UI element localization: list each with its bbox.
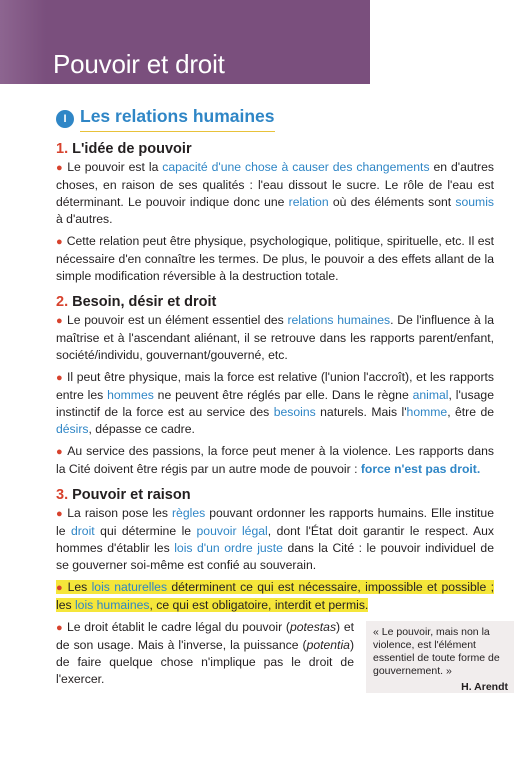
- latin-term: potentia: [306, 638, 350, 652]
- highlight: ● Les lois naturelles déterminent ce qui est nécessaire, impossible et possible ; les lois humaines, ce qui est obligatoire, interdit et permis.: [56, 580, 494, 612]
- subheading-2-number: 2.: [56, 294, 69, 310]
- bullet-dot-icon: ●: [56, 508, 64, 520]
- subheading-3-number: 3.: [56, 487, 69, 503]
- paragraph: ● Cette relation peut être physique, psychologique, politique, spirituelle, etc. Il est nécessaire d'en connaître les termes. De plus, le pouvoir a des effets allant de la simple modification réversible à la destruction totale.: [56, 234, 494, 283]
- paragraph: ● La raison pose les règles pouvant ordonner les rapports humains. Elle institue le droit qui détermine le pouvoir légal, dont l'État doit garantir le respect. Aux hommes d'établir les lois d'un ordre juste dans la Cité : le pouvoir individuel de se gouverner soi-même est confié au souverain.: [56, 506, 495, 572]
- quote-box: [366, 621, 514, 693]
- paragraph: ● Au service des passions, la force peut mener à la violence. Les rapports dans la Cité doivent être régis par un autre mode de pouvoir : force n'est pas droit.: [56, 444, 494, 476]
- subheading-3-title: Pouvoir et raison: [72, 487, 191, 503]
- subheading-2: [56, 294, 494, 310]
- bullet-dot-icon: ●: [56, 582, 64, 594]
- page-title: Pouvoir et droit: [53, 49, 225, 79]
- keyword: capacité d'une chose à causer des changements: [162, 160, 430, 174]
- quote-author: H. Arendt: [461, 681, 508, 693]
- bottom-block: [56, 619, 508, 693]
- highlighted-paragraph: [56, 579, 494, 614]
- keyword: animal: [412, 388, 449, 402]
- keyword: lois d'un ordre juste: [174, 541, 283, 555]
- section-title: Les relations humaines: [80, 106, 275, 132]
- keyword: hommes: [107, 388, 154, 402]
- section-number-badge: I: [56, 110, 74, 128]
- bullet-dot-icon: ●: [56, 315, 63, 327]
- quote-text: « Le pouvoir, mais non la violence, est l'élément essentiel de toute forme de gouvernement. »: [373, 626, 500, 677]
- bullet-dot-icon: ●: [56, 372, 63, 384]
- keyword: besoins: [273, 405, 316, 419]
- bullet-dot-icon: ●: [56, 622, 63, 634]
- subheading-1-number: 1.: [56, 141, 69, 157]
- paragraph: ● Le pouvoir est un élément essentiel des relations humaines. De l'influence à la maîtrise et à l'ascendant aliénant, il se retrouve dans les rapports parent/enfant, société/individu, gouvernant/gouverné, etc.: [56, 313, 495, 362]
- bullet-dot-icon: ●: [56, 162, 64, 174]
- bullet-dot-icon: ●: [56, 236, 63, 248]
- keyword: pouvoir légal: [196, 524, 268, 538]
- paragraph: ● Le pouvoir est la capacité d'une chose à causer des changements en d'autres choses, en raison de ses qualités : l'eau dissout le sucre. Le rôle de l'eau est déterminant. Le pouvoir indique donc une relation où des éléments sont soumis à d'autres.: [56, 160, 494, 226]
- keyword: relation: [288, 195, 329, 209]
- keyword: relations humaines: [287, 313, 391, 327]
- subheading-1: [56, 141, 494, 157]
- latin-term: potestas: [289, 620, 337, 634]
- keyword-bold: force n'est pas droit.: [360, 462, 481, 476]
- subheading-1-title: L'idée de pouvoir: [72, 141, 192, 157]
- keyword: lois naturelles: [91, 580, 168, 594]
- keyword: droit: [70, 524, 95, 538]
- bullet-dot-icon: ●: [56, 446, 64, 458]
- paragraph: ● Le droit établit le cadre légal du pouvoir (potestas) et de son usage. Mais à l'inverse, la puissance (potentia) de faire quelque chose n'implique pas le droit de l'exercer.: [56, 620, 355, 686]
- keyword: homme: [406, 405, 448, 419]
- subheading-3: [56, 487, 494, 503]
- header-banner: [0, 0, 370, 84]
- paragraph: ● Il peut être physique, mais la force est relative (l'union l'accroît), et les rapports entre les hommes ne peuvent être réglés par elle. Dans le règne animal, l'usage instinctif de la force est au service des besoins naturels. Mais l'homme, être de désirs, dépasse ce cadre.: [56, 370, 494, 436]
- subheading-2-title: Besoin, désir et droit: [72, 294, 217, 310]
- section-heading: [56, 106, 494, 132]
- page-content: [56, 106, 508, 693]
- keyword: lois humaines: [74, 598, 150, 612]
- banner-edge: [0, 0, 46, 84]
- keyword: règles: [172, 506, 206, 520]
- keyword: désirs: [56, 422, 89, 436]
- keyword: soumis: [455, 195, 494, 209]
